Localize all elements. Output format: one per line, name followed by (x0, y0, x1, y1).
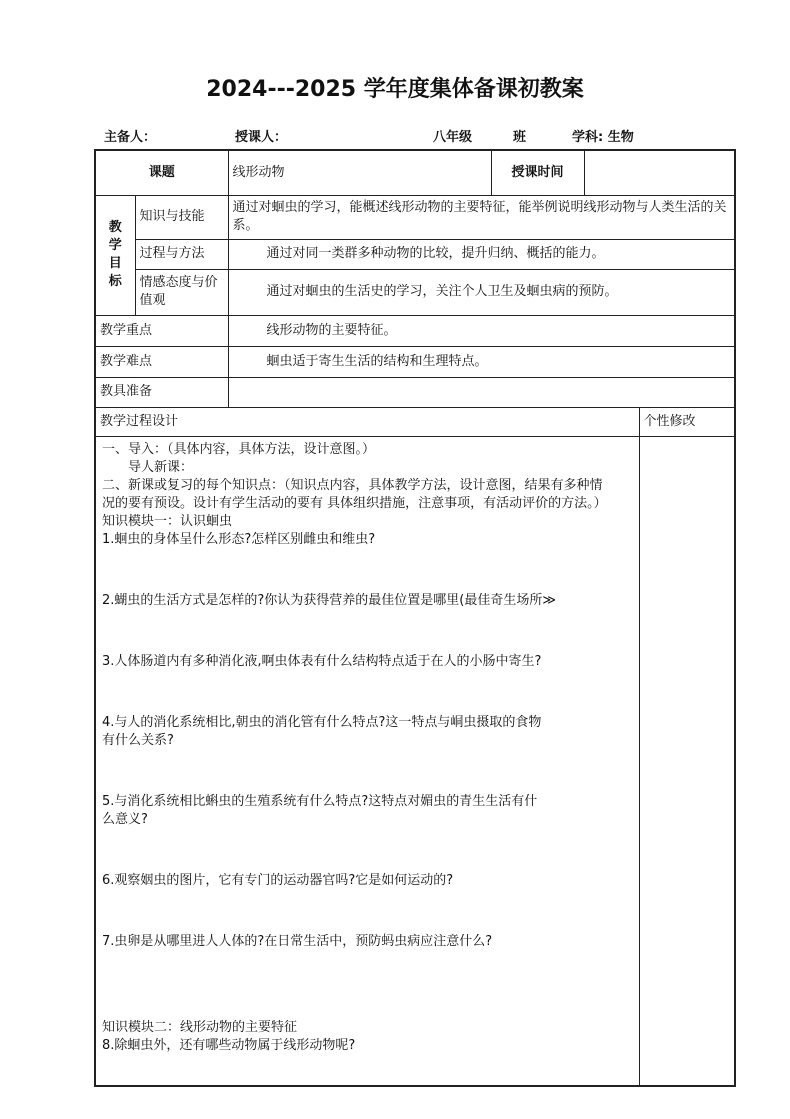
goals-label-char: 目 (108, 256, 122, 271)
subject-label: 学科: 生物 (572, 130, 634, 145)
goal-row-knowledge (95, 195, 735, 239)
topic-value: 线形动物 (228, 150, 491, 195)
goal-label-attitude: 情感态度与价值观 (135, 269, 228, 315)
key-point-label: 教学重点 (95, 315, 228, 346)
process-header-row (95, 407, 735, 436)
lead-preparer-label: 主备人： (104, 130, 157, 145)
process-body-row (95, 436, 735, 1086)
grade-label: 八年级 (433, 130, 473, 145)
materials-label: 教具准备 (95, 377, 228, 407)
materials-row (95, 377, 735, 407)
goal-text-process: 通过对同一类群多种动物的比较，提升归纳、概括的能力。 (228, 239, 735, 269)
process-content (95, 436, 639, 1086)
process-label: 教学过程设计 (95, 407, 639, 436)
difficulty-label: 教学难点 (95, 346, 228, 377)
goals-label-char: 教 (108, 220, 122, 235)
question-4-cont: 有什么关系? (102, 732, 174, 748)
key-point-text: 线形动物的主要特征。 (228, 315, 735, 346)
goal-label-knowledge: 知识与技能 (135, 195, 228, 239)
process-new-lesson: 导人新课： (102, 459, 194, 475)
difficulty-row (95, 346, 735, 377)
knowledge-module-2: 知识模块二：线形动物的主要特征 (102, 1019, 298, 1035)
materials-text (228, 377, 735, 407)
lecturer-label: 授课人： (235, 130, 288, 145)
goals-label-char: 标 (108, 274, 122, 289)
process-instructions: 二、新课或复习的每个知识点：（知识点内容，具体教学方法，设计意图，结果有多种情 (102, 477, 603, 493)
question-8: 8.除蛔虫外，还有哪些动物属于线形动物呢? (102, 1037, 356, 1053)
question-7: 7.虫卵是从哪里进人人体的?在日常生活中，预防蚂虫病应注意什么? (102, 933, 493, 949)
document-title: 2024---2025 学年度集体备课初教案 (206, 77, 584, 102)
goals-label-char: 学 (108, 238, 122, 253)
question-6: 6.观察姻虫的图片，它有专门的运动器官吗?它是如何运动的? (102, 872, 454, 888)
question-3: 3.人体肠道内有多种消化液,啊虫体表有什么结构特点适于在人的小肠中寄生? (102, 653, 542, 669)
class-label: 班 (513, 130, 527, 145)
time-label: 授课时间 (491, 150, 584, 195)
goal-text-attitude: 通过对蛔虫的生活史的学习，关注个人卫生及蛔虫病的预防。 (228, 269, 735, 315)
knowledge-module-1: 知识模块一：认识蛔虫 (102, 513, 233, 529)
revision-label: 个性修改 (639, 407, 735, 436)
question-2: 2.蝴虫的生活方式是怎样的?你认为获得营养的最佳位置是哪里(最佳奇生场所≫ (102, 592, 556, 608)
revision-column (639, 436, 735, 1086)
question-4: 4.与人的消化系统相比,朝虫的消化管有什么特点?这一特点与峒虫摄取的食物 (102, 714, 542, 730)
goal-row-attitude (95, 269, 735, 315)
goal-row-process (95, 239, 735, 269)
topic-row (95, 150, 735, 195)
question-5: 5.与消化系统相比蝌虫的生殖系统有什么特点?这特点对媚虫的青生生活有什 (102, 793, 538, 809)
question-1: 1.蛔虫的身体呈什么形态?怎样区别雌虫和维虫? (102, 531, 376, 547)
goal-label-process: 过程与方法 (135, 239, 228, 269)
time-value (584, 150, 735, 195)
process-instructions-cont: 况的要有预设。设计有学生活动的要有 具体组织措施，注意事项，有活动评价的方法。） (102, 495, 607, 511)
goal-text-knowledge: 通过对蛔虫的学习，能概述线形动物的主要特征，能举例说明线形动物与人类生活的关系。 (228, 195, 735, 239)
process-intro: 一、导入：（具体内容，具体方法，设计意图。） (102, 441, 376, 457)
topic-label: 课题 (95, 150, 228, 195)
key-point-row (95, 315, 735, 346)
question-5-cont: 么意义? (102, 811, 148, 827)
goals-label (95, 195, 135, 315)
difficulty-text: 蛔虫适于寄生生活的结构和生理特点。 (228, 346, 735, 377)
lesson-plan-table (94, 149, 736, 1087)
